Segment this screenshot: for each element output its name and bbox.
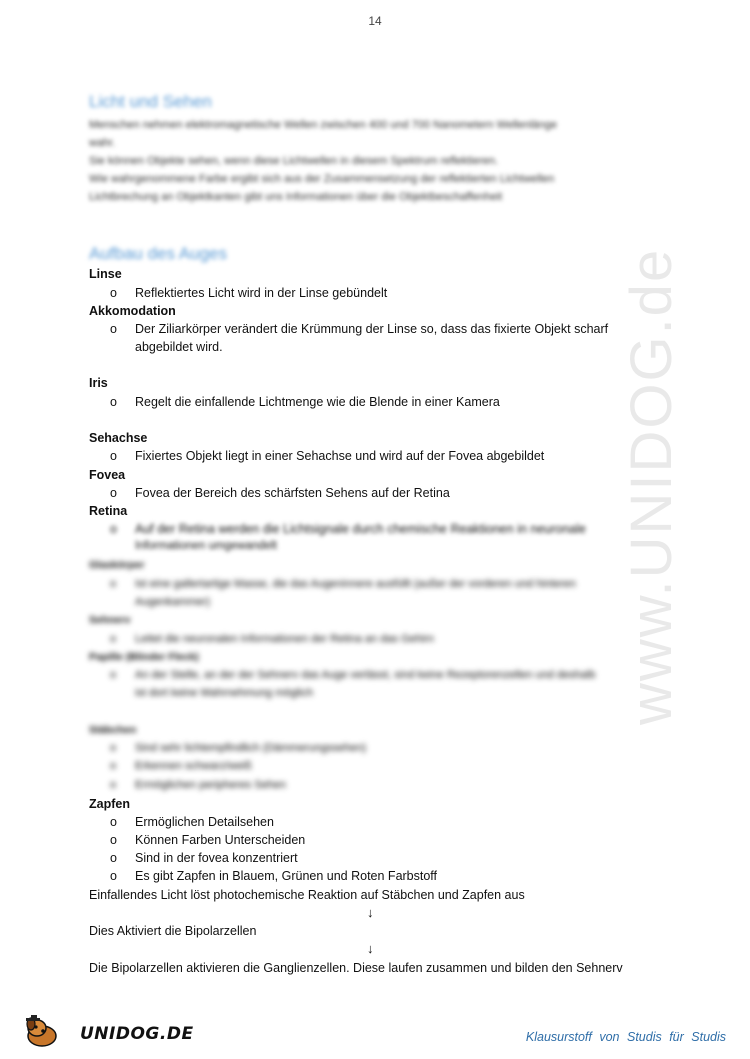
bullet-text: Leitet die neuronalen Informationen der Retina an das Gehirn <box>135 633 435 645</box>
chain-step: Einfallendes Licht löst photochemische Reaktion auf Stäbchen und Zapfen aus <box>89 888 525 902</box>
bullet-text: Augenkammer) <box>135 596 211 608</box>
chain-step: Dies Aktiviert die Bipolarzellen <box>89 924 257 938</box>
paragraph-line: wahr. <box>89 137 116 149</box>
bullet-text: ist dort keine Wahrnehmung möglich <box>135 687 314 699</box>
watermark: www.UNIDOG.de <box>619 247 684 725</box>
bullet-marker: o <box>110 395 117 409</box>
bullet-text: Ermöglichen Detailsehen <box>135 815 274 829</box>
unidog-logo[interactable] <box>22 1014 194 1048</box>
bullet-text: Der Ziliarkörper verändert die Krümmung der Linse so, dass das fixierte Objekt scharf <box>135 322 609 336</box>
bullet-text: Sind sehr lichtempfindlich (Dämmerungssehen) <box>135 742 367 754</box>
bullet-marker: o <box>110 869 117 883</box>
term-staebchen: Stäbchen <box>89 724 137 736</box>
page-number: 14 <box>368 14 382 28</box>
bullet-marker: o <box>110 449 117 463</box>
bullet-text: Fovea der Bereich des schärfsten Sehens auf der Retina <box>135 486 450 500</box>
paragraph-line: Menschen nehmen elektromagnetische Wellen zwischen 400 und 700 Nanometern Wellenlänge <box>89 119 557 131</box>
bullet-marker: o <box>110 779 117 791</box>
paragraph-line: Lichtbrechung an Objektkanten gibt uns Informationen über die Objektbeschaffenheit <box>89 191 503 203</box>
bullet-marker: o <box>110 578 117 590</box>
dog-mascot-icon <box>22 1014 62 1048</box>
term-zapfen: Zapfen <box>89 797 130 811</box>
paragraph-line: Sie können Objekte sehen, wenn diese Lichtwellen in diesem Spektrum reflektieren. <box>89 155 499 167</box>
term-retina: Retina <box>89 504 128 518</box>
bullet-marker: o <box>110 851 117 865</box>
bullet-marker: o <box>110 760 117 772</box>
bullet-marker: o <box>110 486 117 500</box>
bullet-marker: o <box>110 633 117 645</box>
down-arrow-icon: ↓ <box>367 941 374 956</box>
section-title: Licht und Sehen <box>89 92 212 111</box>
logo-text: UNIDOG.DE <box>80 1024 194 1044</box>
term-fovea: Fovea <box>89 468 126 482</box>
bullet-text: Es gibt Zapfen in Blauem, Grünen und Roten Farbstoff <box>135 869 438 883</box>
bullet-marker: o <box>110 833 117 847</box>
footer-tagline: Klausurstoff von Studis für Studis <box>525 1030 726 1044</box>
down-arrow-icon: ↓ <box>367 905 374 920</box>
bullet-text: Reflektiertes Licht wird in der Linse gebündelt <box>135 286 388 300</box>
bullet-text: Auf der Retina werden die Lichtsignale durch chemische Reaktionen in neuronale <box>135 522 586 536</box>
bullet-text: Fixiertes Objekt liegt in einer Sehachse und wird auf der Fovea abgebildet <box>135 449 545 463</box>
bullet-text: abgebildet wird. <box>135 340 223 354</box>
bullet-text: Sind in der fovea konzentriert <box>135 851 298 865</box>
term-iris: Iris <box>89 376 108 390</box>
bullet-text: Ist eine gallertartige Masse, die das Augeninnere ausfüllt (außer der vorderen und hinteren <box>135 578 576 590</box>
bullet-marker: o <box>110 322 117 336</box>
bullet-marker: o <box>110 522 117 536</box>
bullet-marker: o <box>110 669 117 681</box>
term-glaskoerper: Glaskörper <box>89 559 145 571</box>
term-akkomodation: Akkomodation <box>89 304 176 318</box>
term-linse: Linse <box>89 267 122 281</box>
bullet-text: Erkennen schwarz/weiß <box>135 760 252 772</box>
section-title: Aufbau des Auges <box>89 244 228 263</box>
bullet-text: Informationen umgewandelt <box>135 540 277 552</box>
bullet-text: Können Farben Unterscheiden <box>135 833 306 847</box>
bullet-text: Regelt die einfallende Lichtmenge wie die Blende in einer Kamera <box>135 395 500 409</box>
paragraph-line: Wie wahrgenommene Farbe ergibt sich aus der Zusammensetzung der reflektierten Lichtwellen <box>89 173 555 185</box>
bullet-marker: o <box>110 815 117 829</box>
term-sehnerv: Sehnerv <box>89 614 131 626</box>
bullet-text: Ermöglichen peripheres Sehen <box>135 779 287 791</box>
term-sehachse: Sehachse <box>89 431 148 445</box>
term-papille: Papille (Blinder Fleck) <box>89 651 199 663</box>
bullet-marker: o <box>110 742 117 754</box>
bullet-marker: o <box>110 286 117 300</box>
chain-step: Die Bipolarzellen aktivieren die Ganglienzellen. Diese laufen zusammen und bilden den Sehnerv <box>89 961 623 975</box>
bullet-text: An der Stelle, an der der Sehnerv das Auge verlässt, sind keine Rezeptorenzellen und deshalb <box>135 669 596 681</box>
